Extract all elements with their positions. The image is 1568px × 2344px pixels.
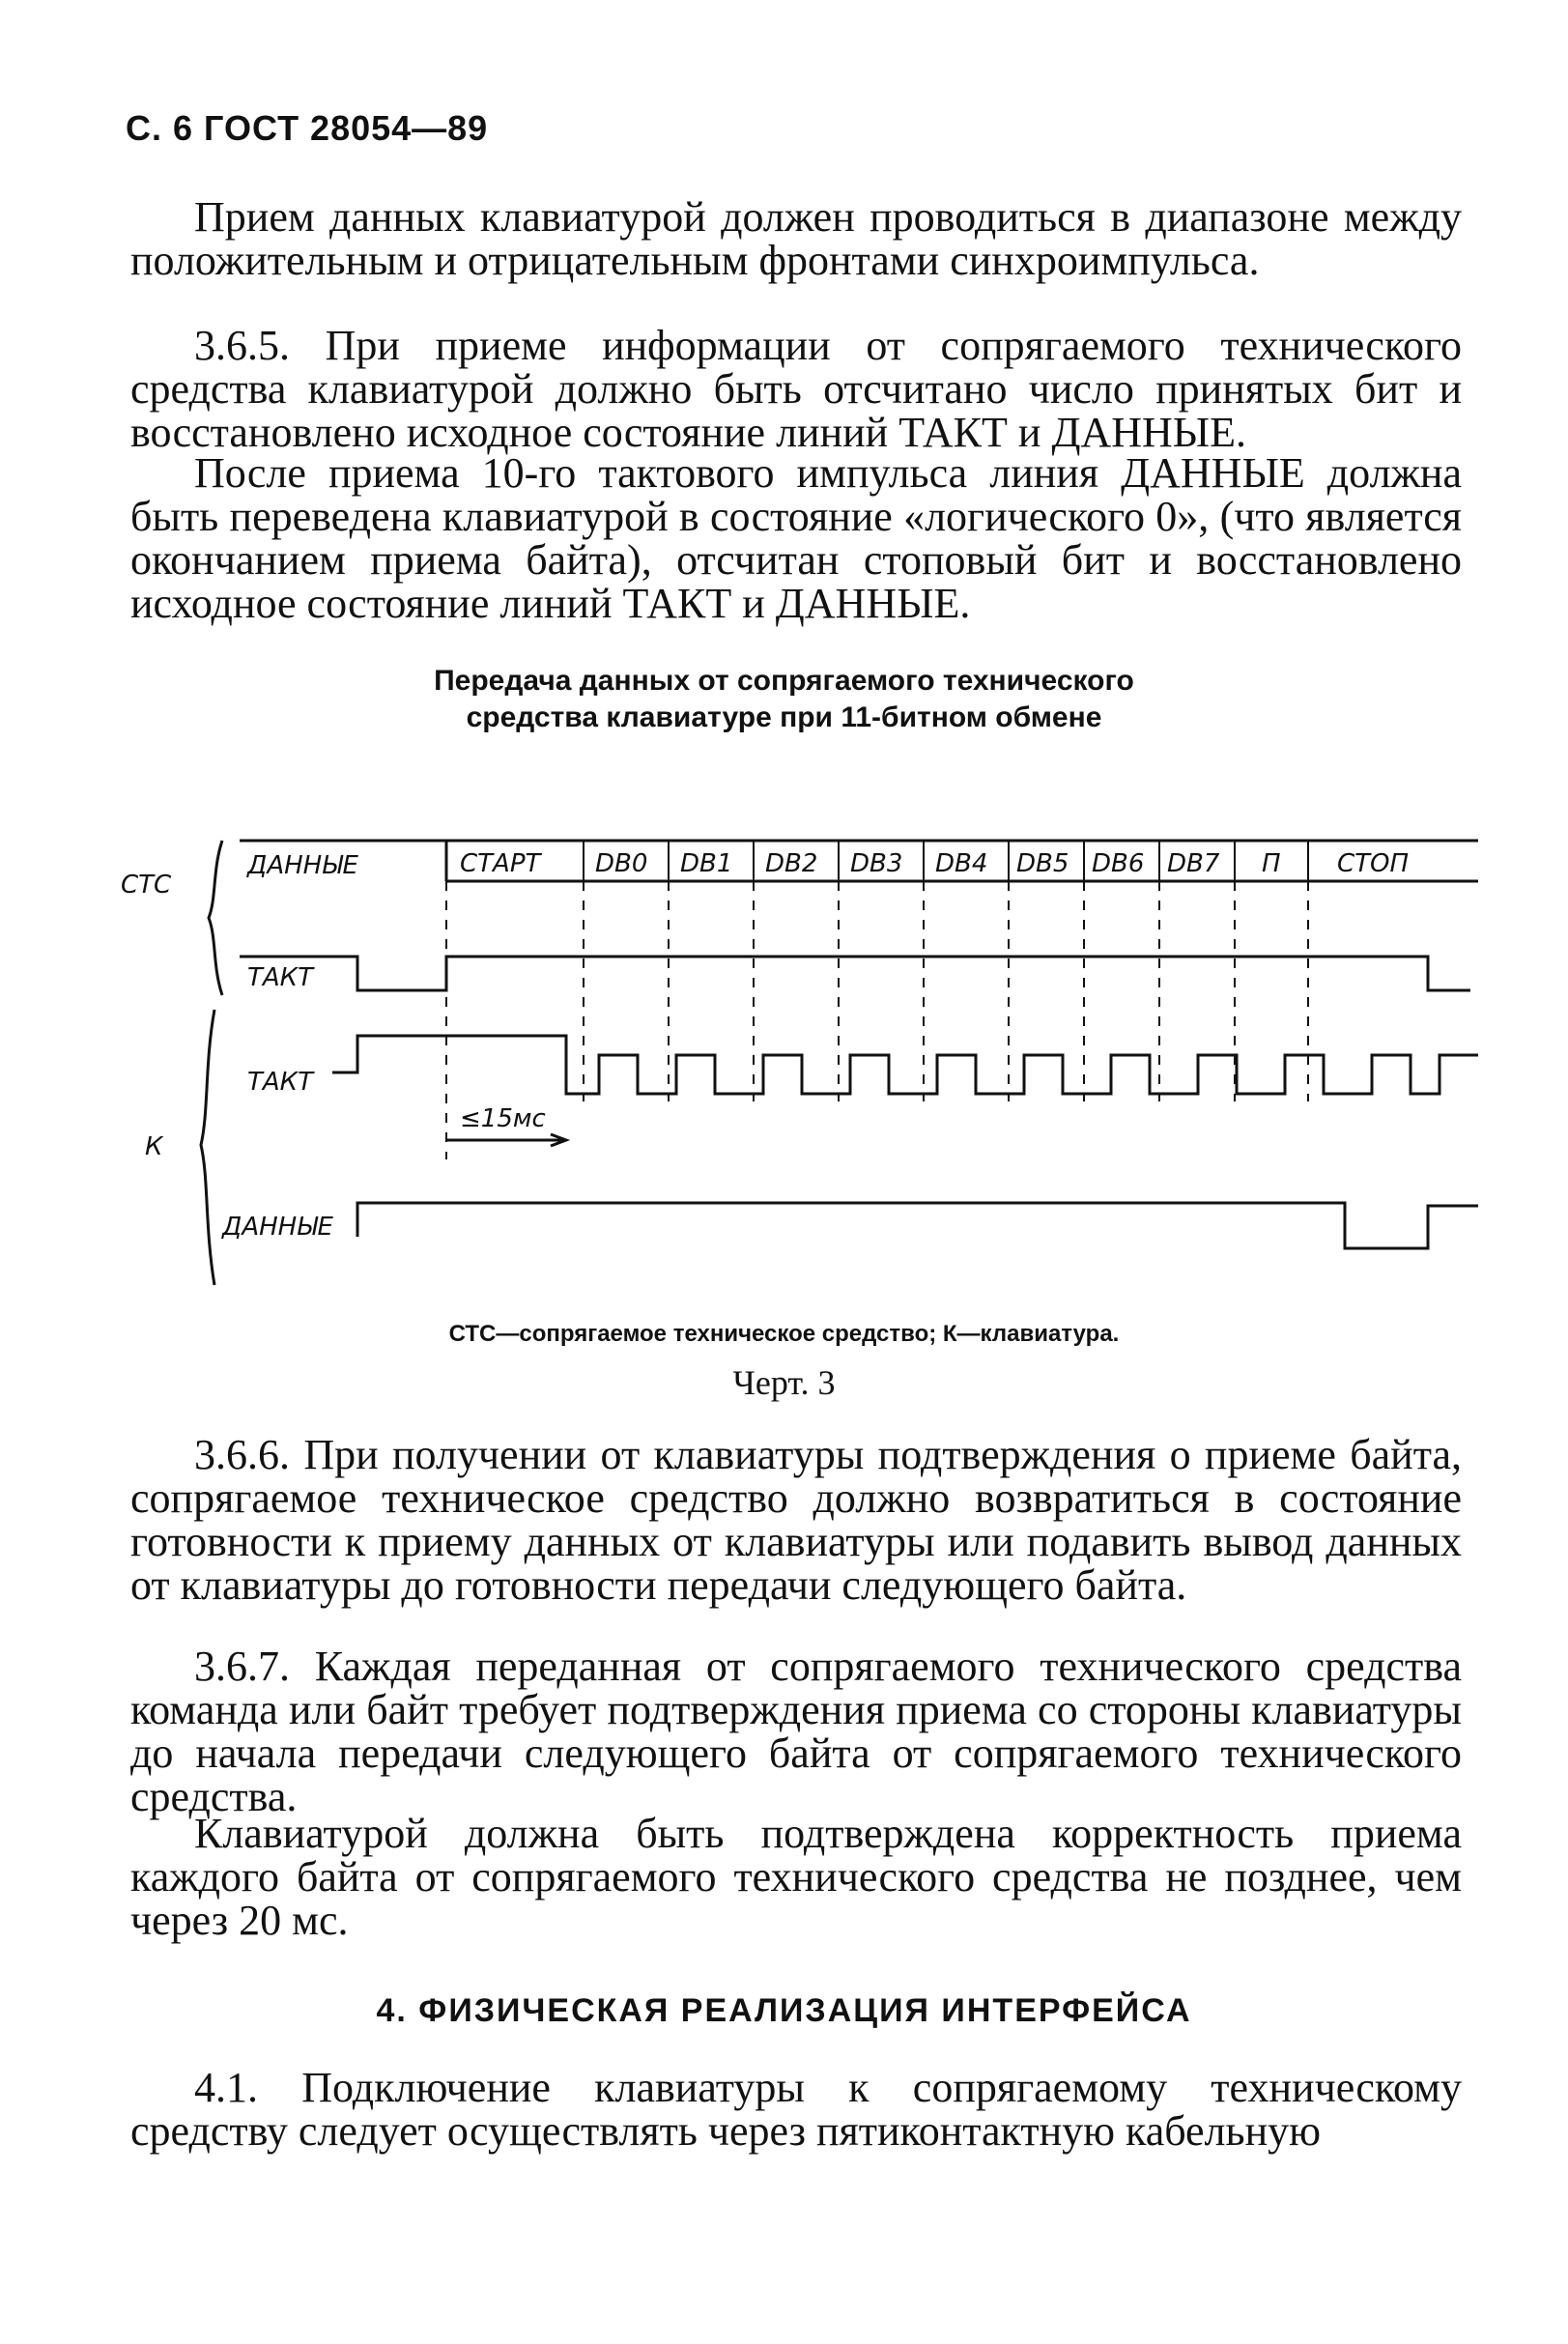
bit-db2: DB2 (765, 849, 818, 878)
figure-number: Черт. 3 (732, 1363, 836, 1402)
paragraph-3-6-7 (130, 1644, 1462, 1818)
paragraph-3-6-5 (130, 324, 1462, 454)
figure-title-line-1: Передача данных от сопрягаемого технического (434, 665, 1134, 697)
paragraph-3-6-6 (130, 1433, 1462, 1607)
bit-db1: DB1 (680, 849, 733, 878)
paragraph-intro (130, 195, 1462, 282)
paragraph-text: 3.6.5. При приеме информации от сопрягаемого технического средства клавиатурой должно быть отсчитано число принятых бит и восстановлено исходное состояние линий ТАКТ и ДАННЫЕ. (130, 322, 1462, 456)
paragraph-text: 3.6.7. Каждая переданная от сопрягаемого технического средства команда или байт требует подтверждения приема со стороны клавиатуры до начала передачи следующего байта от сопрягаемого технического средства. (130, 1643, 1462, 1820)
timing-arrow (446, 1134, 566, 1146)
paragraph-text: 3.6.6. При получении от клавиатуры подтверждения о приеме байта, сопрягаемое техническое средство должно возвратиться в состояние готовности к приему данных от клавиатуры или подавить вывод данных от клавиатуры до готовности передачи следующего байта. (130, 1431, 1462, 1609)
paragraph-confirmation (130, 1812, 1462, 1942)
right-group-brace (201, 1010, 214, 1285)
paragraph-text: Клавиатурой должна быть подтверждена корректность приема каждого байта от сопрягаемого технического средства не позднее, чем через 20 мс. (130, 1810, 1462, 1944)
bit-stop: СТОП (1337, 849, 1410, 878)
figure-caption: СТС—сопрягаемое техническое средство; К—клавиатура. (448, 1321, 1120, 1347)
bit-db7: DB7 (1167, 849, 1220, 878)
timing-diagram (0, 812, 1568, 1314)
paragraph-4-1 (130, 2066, 1462, 2153)
timing-label: ≤15мс (460, 1104, 546, 1133)
bit-db0: DB0 (595, 849, 648, 878)
clock-line-label-1: ТАКТ (247, 963, 314, 992)
clock-pulse-line (332, 1036, 1478, 1094)
left-group-label: СТС (121, 871, 172, 900)
bit-db6: DB6 (1092, 849, 1145, 878)
data-line-label: ДАННЫЕ (247, 851, 358, 880)
bit-db4: DB4 (935, 849, 988, 878)
paragraph-after-10th-pulse (130, 451, 1462, 625)
paragraph-text: Прием данных клавиатурой должен проводиться в диапазоне между положительным и отрицательным фронтами синхроимпульса. (130, 193, 1462, 284)
paragraph-text: После приема 10-го тактового импульса линия ДАННЫЕ должна быть переведена клавиатурой в состояние «логического 0», (что является окончанием приема байта), отсчитан стоповый бит и восстановлено исходное состояние линий ТАКТ и ДАННЫЕ. (130, 449, 1462, 627)
figure-title (0, 663, 1568, 736)
clock-control-line (240, 957, 1470, 990)
figure-title-line-2: средства клавиатуре при 11-битном обмене (466, 701, 1102, 733)
keyboard-data-line (357, 1203, 1478, 1248)
clock-line-label-2: ТАКТ (247, 1068, 314, 1097)
bit-db5: DB5 (1016, 849, 1069, 878)
bit-parity: П (1262, 849, 1281, 878)
data-line-label-2: ДАННЫЕ (222, 1213, 333, 1242)
left-group-brace (209, 841, 222, 995)
paragraph-text: 4.1. Подключение клавиатуры к сопрягаемому техническому средству следует осуществлять через пятиконтактную кабельную (130, 2064, 1462, 2155)
bit-db3: DB3 (850, 849, 903, 878)
bit-start: СТАРТ (460, 849, 541, 878)
bit-field-guides (446, 881, 1308, 1159)
right-group-label: К (145, 1132, 163, 1161)
section-heading: 4. ФИЗИЧЕСКАЯ РЕАЛИЗАЦИЯ ИНТЕРФЕЙСА (376, 1992, 1192, 2029)
page-header: С. 6 ГОСТ 28054—89 (126, 108, 489, 148)
